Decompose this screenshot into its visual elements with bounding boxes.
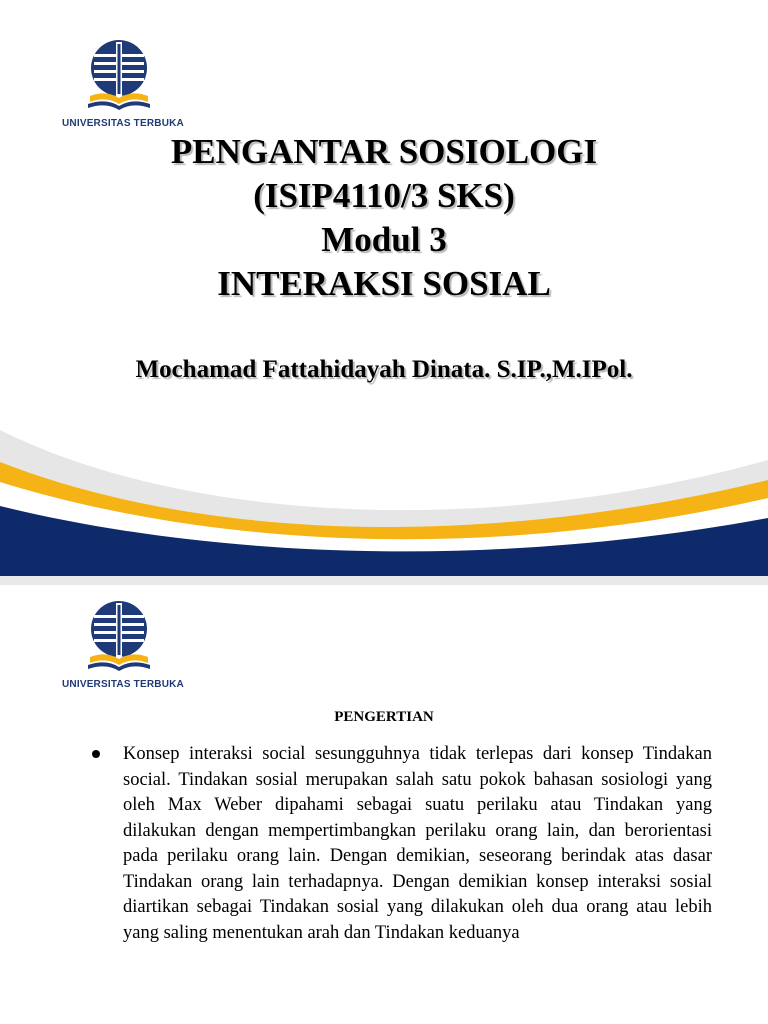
- logo-text: UNIVERSITAS TERBUKA: [62, 118, 184, 129]
- university-emblem-icon: [86, 38, 164, 116]
- course-title: PENGANTAR SOSIOLOGI: [170, 132, 598, 171]
- bullet-item: [92, 742, 712, 946]
- title-block: [0, 130, 768, 306]
- bullet-text: Konsep interaksi social sesungguhnya tidak terlepas dari konsep Tindakan social. Tindakan sosial merupakan salah satu pokok bahasan sosiologi yang oleh Max Weber dipahami sebagai suatu perilaku atau Tindakan yang dilakukan dengan mempertimbangkan perilaku orang lain, dan berorientasi pada perilaku orang lain. Dengan demikian, seseorang berindak atas dasar Tindakan orang lain terhadapnya. Dengan demikian konsep interaksi sosial diartikan sebagai Tindakan sosial yang dilakukan oleh dua orang atau lebih yang saling menentukan arah dan Tindakan keduanya: [123, 744, 712, 943]
- content-slide: [0, 585, 768, 1024]
- university-logo: [62, 38, 192, 136]
- bullet-icon: [92, 750, 100, 758]
- logo-text: UNIVERSITAS TERBUKA: [62, 679, 184, 690]
- module-number: Modul 3: [321, 220, 447, 259]
- university-emblem-icon: [86, 599, 164, 677]
- module-title: INTERAKSI SOSIAL: [217, 264, 551, 303]
- university-logo: [62, 599, 192, 697]
- section-heading: PENGERTIAN: [334, 709, 434, 725]
- course-code: (ISIP4110/3 SKS): [253, 176, 515, 215]
- decorative-wave: [0, 400, 768, 576]
- author-name: Mochamad Fattahidayah Dinata. S.IP.,M.IPol.: [135, 356, 633, 383]
